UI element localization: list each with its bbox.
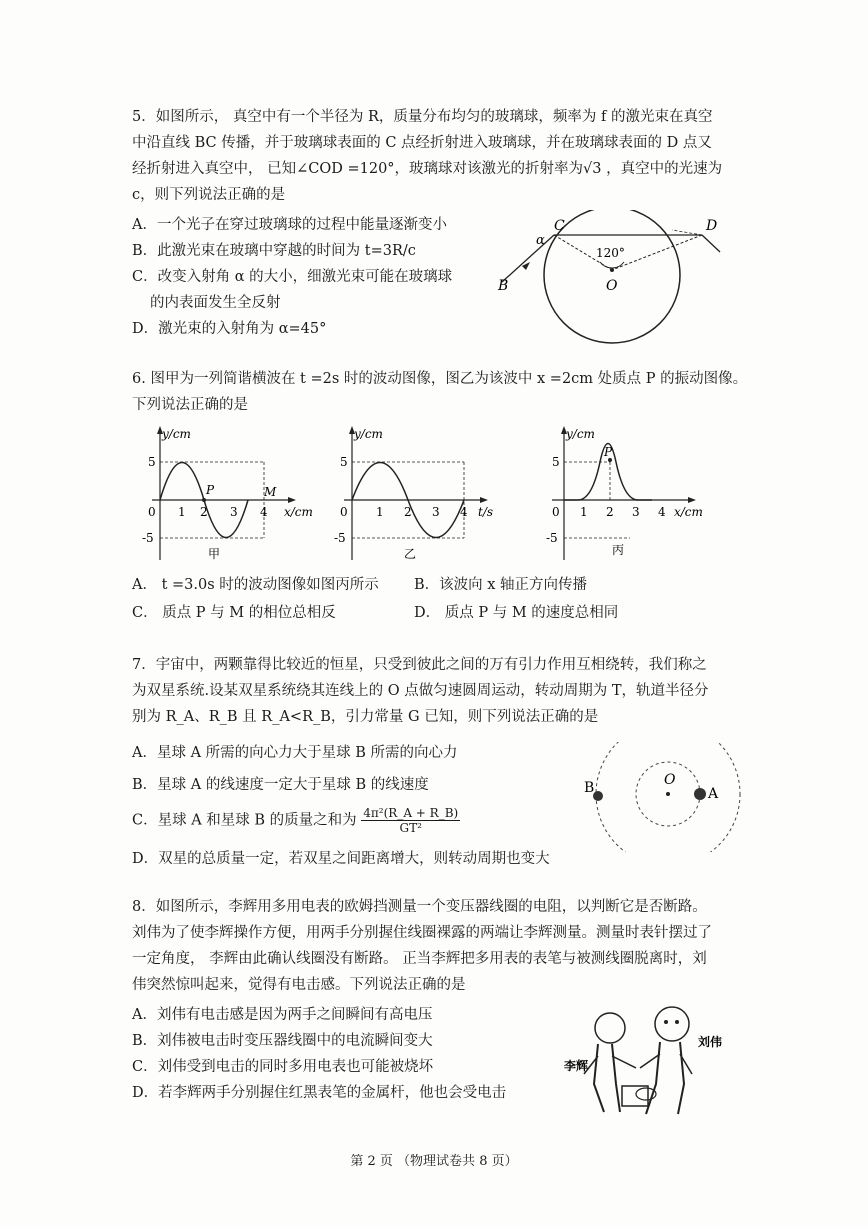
q6-jia-point-m: M — [264, 485, 277, 499]
q8-stem — [132, 894, 712, 998]
q6-jia-tick-2: 2 — [200, 505, 208, 519]
q7-fraction-numerator: 4π²(R_A + R_B) — [363, 806, 459, 820]
q6-yi-tick-3: 3 — [432, 505, 440, 519]
q6-bing-ylabel: y/cm — [566, 427, 595, 441]
q8-label-liu-wei: 刘伟 — [698, 1035, 723, 1049]
q6-yi-tick-4: 4 — [460, 505, 468, 519]
q8-line2: 刘伟为了使李辉操作方便，用两手分别握住线圈裸露的两端让李辉测量。测量时表针摆过了 — [132, 925, 712, 941]
q8-line1: 8．如图所示，李辉用多用电表的欧姆挡测量一个变压器线圈的电阻，以判断它是否断路。 — [132, 899, 707, 915]
q6-yi-yneg5: -5 — [334, 531, 346, 545]
q5-option-c-cont: 的内表面发生全反射 — [150, 295, 281, 311]
q6-bing-yneg5: -5 — [546, 531, 558, 545]
q6-jia-xlabel: x/cm — [284, 505, 313, 519]
q7-stem — [132, 652, 709, 730]
q6-bing-xlabel: x/cm — [674, 505, 703, 519]
q6-bing-tick-4: 4 — [658, 505, 666, 519]
q6-jia-yneg5: -5 — [142, 531, 154, 545]
q6-bing-point-p: P — [604, 445, 613, 459]
q8-label-li-hui: 李辉 — [564, 1059, 589, 1073]
q5-line2: 中沿直线 BC 传播，并于玻璃球表面的 C 点经折射进入玻璃球，并在玻璃球表面的 D 点又 — [132, 135, 712, 151]
q5-point-c: C — [554, 218, 565, 234]
q6-line1: 6. 图甲为一列简谐横波在 t =2s 时的波动图像，图乙为该波中 x =2cm 处质点 P 的振动图像。 — [132, 371, 748, 387]
q7-mass-fraction — [361, 806, 460, 835]
q6-yi-y5: 5 — [340, 455, 348, 469]
page-footer: 第 2 页 （物理试卷共 8 页） — [350, 1154, 518, 1169]
q8-option-c: C．刘伟受到电击的同时多用电表也可能被烧坏 — [132, 1059, 434, 1075]
q5-point-o: O — [606, 278, 618, 294]
q6-yi-ylabel: y/cm — [354, 427, 383, 441]
q6-jia-tick-3: 3 — [230, 505, 238, 519]
q8-cartoon-figure — [560, 994, 740, 1124]
q6-yi-name: 乙 — [404, 547, 417, 561]
q6-option-d: D． 质点 P 与 M 的速度总相同 — [414, 605, 619, 621]
q6-bing-y5: 5 — [552, 455, 560, 469]
q6-stem — [132, 366, 747, 418]
q7-center-o: O — [664, 772, 676, 788]
q6-bing-tick-2: 2 — [606, 505, 614, 519]
q6-bing-origin: 0 — [552, 505, 560, 519]
q5-point-b: B — [498, 278, 509, 294]
q8-option-b: B．刘伟被电击时变压器线圈中的电流瞬间变大 — [132, 1033, 433, 1049]
q6-option-c: C． 质点 P 与 M 的相位总相反 — [132, 605, 336, 621]
q6-graph-yi — [332, 420, 512, 570]
q6-jia-ylabel: y/cm — [162, 427, 191, 441]
q5-option-d: D．激光束的入射角为 α=45° — [132, 321, 327, 337]
q6-yi-xlabel: t/s — [478, 505, 494, 519]
q7-option-b: B．星球 A 的线速度一定大于星球 B 的线速度 — [132, 777, 429, 793]
q8-line4: 伟突然惊叫起来，觉得有电击感。下列说法正确的是 — [132, 977, 466, 993]
q5-angle-alpha: α — [536, 233, 545, 248]
q6-jia-y5: 5 — [148, 455, 156, 469]
q7-star-a: A — [708, 786, 719, 802]
q7-option-c-text: C．星球 A 和星球 B 的质量之和为 — [132, 812, 357, 829]
q7-line2: 为双星系统.设某双星系统绕其连线上的 O 点做匀速圆周运动，转动周期为 T，轨道半径分 — [132, 683, 709, 699]
q6-graph-jia — [140, 420, 320, 570]
q5-option-c: C．改变入射角 α 的大小，细激光束可能在玻璃球 — [132, 269, 453, 285]
q6-bing-tick-3: 3 — [632, 505, 640, 519]
q6-yi-tick-2: 2 — [404, 505, 412, 519]
q7-line3: 别为 R_A、R_B 且 R_A<R_B，引力常量 G 已知，则下列说法正确的是 — [132, 709, 599, 725]
q7-option-d: D．双星的总质量一定，若双星之间距离增大，则转动周期也变大 — [132, 851, 550, 867]
q5-glass-sphere-figure — [492, 210, 742, 360]
q5-option-a: A．一个光子在穿过玻璃球的过程中能量逐渐变小 — [132, 217, 447, 233]
q6-graph-bing — [540, 420, 720, 570]
q7-option-c — [132, 806, 460, 835]
q6-jia-point-p: P — [206, 483, 215, 497]
q5-option-b: B．此激光束在玻璃中穿越的时间为 t=3R/c — [132, 243, 416, 259]
q7-star-b: B — [584, 780, 595, 796]
q6-option-b: B．该波向 x 轴正方向传播 — [414, 577, 588, 593]
q7-line1: 7．宇宙中，两颗靠得比较近的恒星，只受到彼此之间的万有引力作用互相绕转，我们称之 — [132, 657, 707, 673]
q6-jia-name: 甲 — [208, 547, 221, 561]
q5-stem — [132, 104, 722, 208]
q7-fraction-denominator: GT² — [399, 821, 422, 835]
q7-binary-star-figure — [580, 742, 750, 852]
q5-line1: 5．如图所示， 真空中有一个半径为 R，质量分布均匀的玻璃球，频率为 f 的激光束在真空 — [132, 109, 713, 125]
q5-line3: 经折射进入真空中， 已知∠COD =120°，玻璃球对该激光的折射率为√3 ，真空中的光速为 — [132, 161, 723, 177]
q6-jia-tick-1: 1 — [178, 505, 186, 519]
q6-line2: 下列说法正确的是 — [132, 397, 248, 413]
q6-yi-origin: 0 — [340, 505, 348, 519]
q6-jia-tick-4: 4 — [260, 505, 268, 519]
q8-option-a: A．刘伟有电击感是因为两手之间瞬间有高电压 — [132, 1007, 433, 1023]
q5-angle-120: 120° — [596, 246, 625, 260]
q7-option-a: A．星球 A 所需的向心力大于星球 B 所需的向心力 — [132, 745, 458, 761]
q5-point-d: D — [706, 218, 718, 234]
q6-bing-tick-1: 1 — [580, 505, 588, 519]
q5-line4: c，则下列说法正确的是 — [132, 187, 286, 203]
q6-jia-origin: 0 — [148, 505, 156, 519]
q6-bing-name: 丙 — [612, 543, 625, 557]
q8-line3: 一定角度， 李辉由此确认线圈没有断路。 正当李辉把多用表的表笔与被测线圈脱离时，刘 — [132, 951, 707, 967]
q6-option-a: A． t =3.0s 时的波动图像如图丙所示 — [132, 577, 379, 593]
q8-option-d: D．若李辉两手分别握住红黑表笔的金属杆，他也会受电击 — [132, 1085, 507, 1101]
q6-yi-tick-1: 1 — [376, 505, 384, 519]
